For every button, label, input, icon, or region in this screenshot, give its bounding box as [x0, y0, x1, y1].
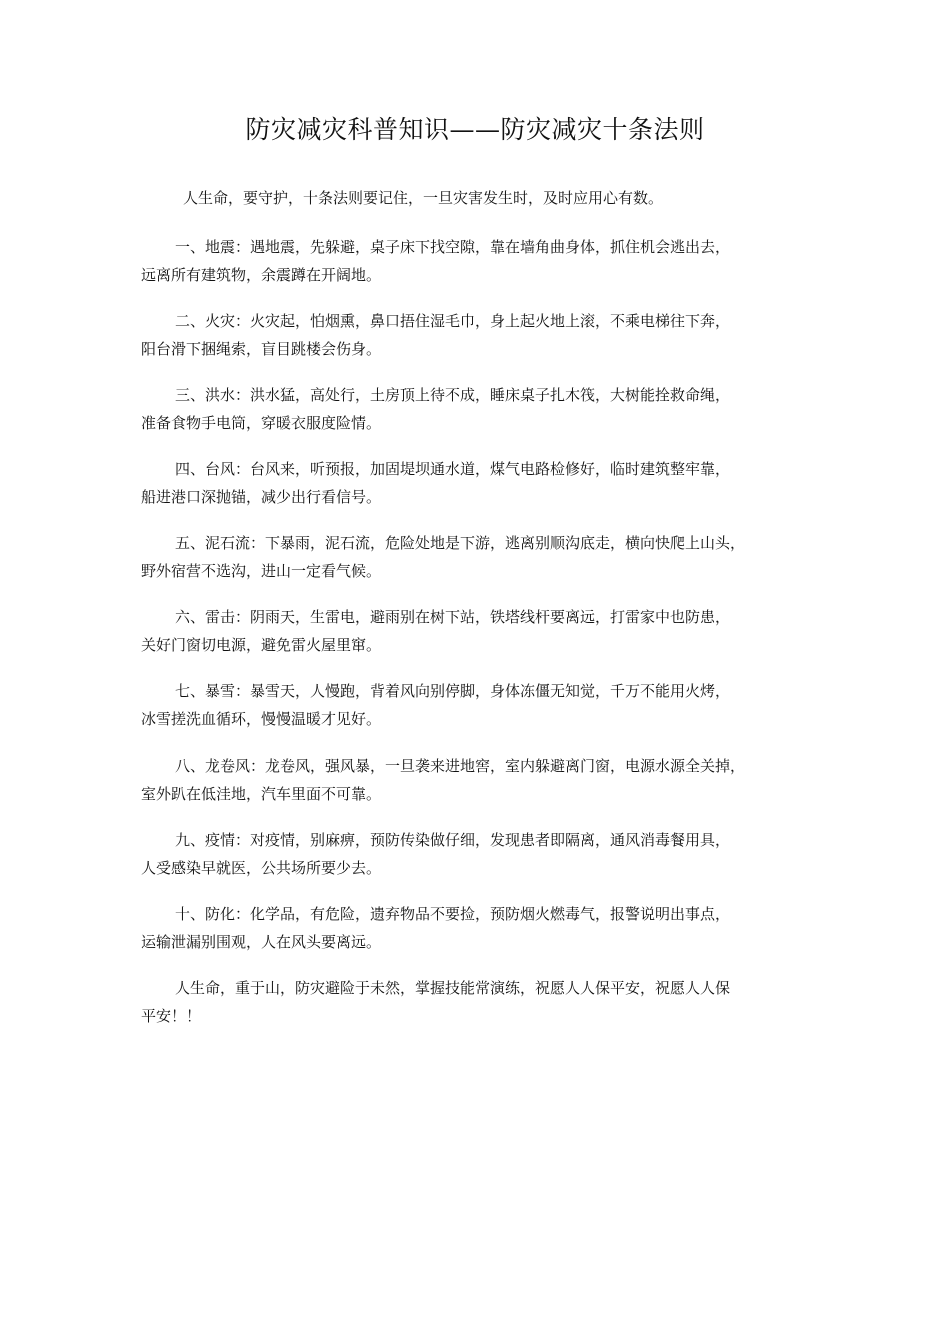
- intro-text: 人生命，要守护，十条法则要记住，一旦灾害发生时，及时应用心有数。: [183, 189, 664, 207]
- rule-epidemic: [141, 826, 821, 882]
- rule-line: 五、泥石流：下暴雨，泥石流，危险处地是下游，逃离别顺沟底走，横向快爬上山头，: [175, 534, 746, 552]
- rule-blizzard: [141, 677, 821, 733]
- rule-flood: [141, 381, 821, 437]
- rule-line: 一、地震：遇地震，先躲避，桌子床下找空隙，靠在墙角曲身体，抓住机会逃出去，: [175, 238, 731, 256]
- closing-line: 人生命，重于山，防灾避险于未然，掌握技能常演练，祝愿人人保平安，祝愿人人保: [175, 979, 731, 997]
- rule-line: 四、台风：台风来，听预报，加固堤坝通水道，煤气电路检修好，临时建筑整牢靠，: [175, 460, 731, 478]
- rule-line: 二、火灾：火灾起，怕烟熏，鼻口捂住湿毛巾，身上起火地上滚，不乘电梯往下奔，: [175, 312, 731, 330]
- rule-line: 准备食物手电筒，穿暖衣服度险情。: [141, 414, 382, 432]
- rule-line: 三、洪水：洪水猛，高处行，土房顶上待不成，睡床桌子扎木筏，大树能拴救命绳，: [175, 386, 731, 404]
- rule-lightning: [141, 603, 821, 659]
- rule-line: 六、雷击：阴雨天，生雷电，避雨别在树下站，铁塔线杆要离远，打雷家中也防患，: [175, 608, 731, 626]
- rule-line: 野外宿营不选沟，进山一定看气候。: [141, 562, 382, 580]
- closing-paragraph: [141, 974, 821, 1030]
- rule-mudslide: [141, 529, 821, 585]
- rule-earthquake: [141, 233, 821, 289]
- rule-line: 运输泄漏别围观，人在风头要离远。: [141, 933, 382, 951]
- rule-line: 九、疫情：对疫情，别麻痹，预防传染做仔细，发现患者即隔离，通风消毒餐用具，: [175, 831, 731, 849]
- document-title: 防灾减灾科普知识——防灾减灾十条法则: [245, 115, 705, 144]
- rule-line: 船进港口深抛锚，减少出行看信号。: [141, 488, 382, 506]
- rule-tornado: [141, 752, 821, 808]
- rule-line: 室外趴在低洼地，汽车里面不可靠。: [141, 785, 382, 803]
- rule-fire: [141, 307, 821, 363]
- rule-line: 远离所有建筑物，余震蹲在开阔地。: [141, 266, 382, 284]
- rule-chemical: [141, 900, 821, 956]
- rule-line: 十、防化：化学品，有危险，遗弃物品不要捡，预防烟火燃毒气，报警说明出事点，: [175, 905, 731, 923]
- rule-line: 八、龙卷风：龙卷风，强风暴，一旦袭来进地窖，室内躲避离门窗，电源水源全关掉，: [175, 757, 746, 775]
- intro-paragraph: [141, 184, 821, 212]
- rule-line: 人受感染早就医，公共场所要少去。: [141, 859, 382, 877]
- rule-typhoon: [141, 455, 821, 511]
- rule-line: 七、暴雪：暴雪天，人慢跑，背着风向别停脚，身体冻僵无知觉，千万不能用火烤，: [175, 682, 731, 700]
- closing-line: 平安！！: [141, 1007, 202, 1025]
- rule-line: 关好门窗切电源，避免雷火屋里窜。: [141, 636, 382, 654]
- rule-line: 阳台滑下捆绳索，盲目跳楼会伤身。: [141, 340, 382, 358]
- rule-line: 冰雪搓洗血循环，慢慢温暖才见好。: [141, 710, 382, 728]
